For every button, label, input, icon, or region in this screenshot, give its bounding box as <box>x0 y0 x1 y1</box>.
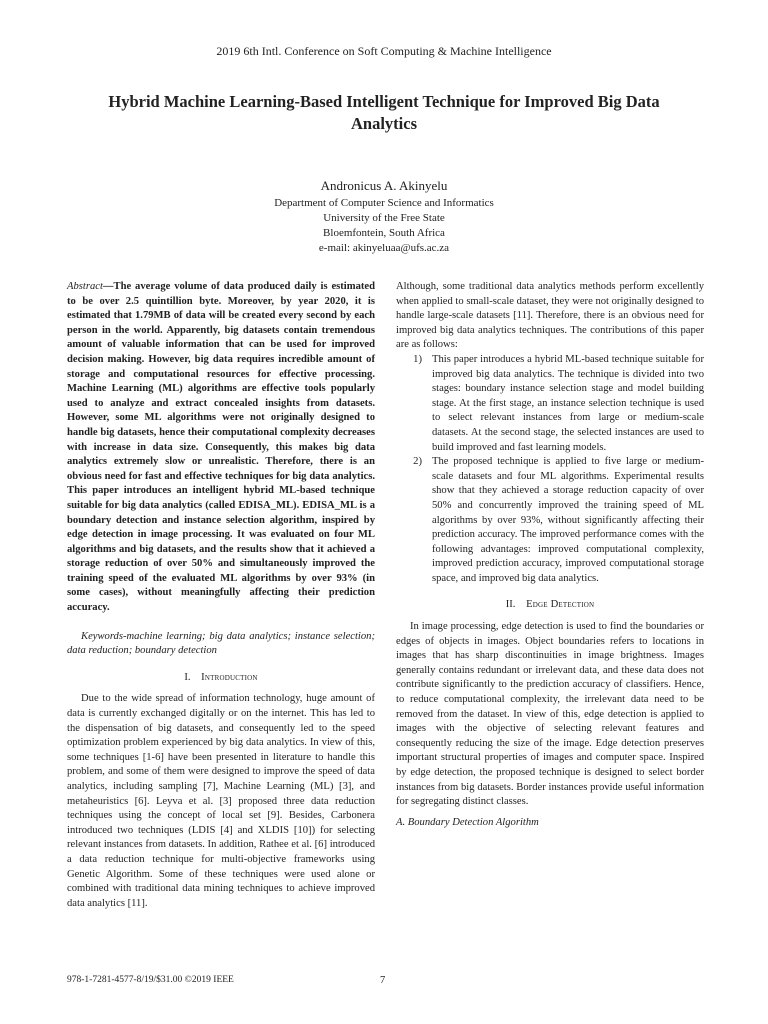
right-column <box>396 280 704 830</box>
conference-header: 2019 6th Intl. Conference on Soft Computing & Machine Intelligence <box>216 44 552 58</box>
abstract-label: Abstract <box>67 281 103 292</box>
author-name: Andronicus A. Akinyelu <box>320 178 448 193</box>
edge-detection-paragraph: In image processing, edge detection is used to find the boundaries or edges of objects in images. Object boundaries refers to locations in images that has sharp discontinuities in image brightness. Images generally contains redundant or irrelevant data, and these data does not contribute significantly to the prediction accuracy of classifiers. Hence, to reduce computational complexity, the irrelevant data need to be removed from the dataset. In view of this, edge detection is applied to images with the objective of selecting relevant features and consequently reducing the size of the image. Edge detection preserves important structural properties of images and computer space. Inspired by edge detection, the proposed technique is designed to select border instances from big datasets. Border instances provide useful information for segregating distinct classes. <box>396 621 704 808</box>
keywords: Keywords-machine learning; big data analytics; instance selection; data reduction; boundary detection <box>67 630 375 657</box>
page-number: 7 <box>380 975 386 986</box>
affiliation-university: University of the Free State <box>323 212 445 224</box>
affiliation-email[interactable]: e-mail: akinyeluaa@ufs.ac.za <box>318 242 450 254</box>
abstract-text: —The average volume of data produced daily is estimated to be over 2.5 quintillion byte. Moreover, by year 2020, it is estimated that 1.79MB of data will be created every second by each person in the world. Apparently, big datasets contain tremendous amount of valuable information that can be used for improved decision making. However, big data requires incredible amount of storage and computational resources for effective processing. Machine Learning (ML) algorithms are effective tools popularly used to analyze and extract concealed insights from datasets. However, some ML algorithms were not originally designed to handle big datasets, hence their computational complexity decreases with increase in data size. Consequently, this makes big data analytics extremely slow or unrealistic. Therefore, there is an obvious need for fast and effective techniques for big data analytics. This paper introduces an intelligent hybrid ML-based technique suitable for big data analytics (called EDISA_ML). EDISA_ML is a boundary detection and instance selection algorithm, inspired by edge detection in image processing. It was evaluated on four ML algorithms and big datasets, and the results show that it achieved a storage reduction of over 50% and simultaneously improved the training speed of the evaluated ML algorithms by over 93% (in some cases), without meaningfully affecting their prediction accuracy. <box>67 281 375 614</box>
section-number: II. <box>505 599 516 611</box>
section-title: Edge Detection <box>526 599 595 611</box>
list-item-text: This paper introduces a hybrid ML-based technique suitable for improved big data analytics. The technique is divided into two stages: boundary instance selection stage and model building stage. At the first stage, an instance selection technique is used to select relevant instances from large or medium-scale datasets. At the second stage, the selected instances are used to build improved and fast learning models. <box>432 353 704 453</box>
left-column <box>67 280 375 911</box>
list-item-text: The proposed technique is applied to five large or medium-scale datasets and four ML algorithms. Experimental results show that they achieved a storage reduction capacity of over 50% and concurrently improved the training speed of ML algorithms by over 93%, without significantly affecting their prediction accuracy. The improved performance comes with the following advantages: improved computational complexity, improved prediction accuracy, improved computational storage space, and improved big data analytics. <box>432 456 704 584</box>
list-item-number: 1) <box>413 353 422 365</box>
footer-isbn: 978-1-7281-4577-8/19/$31.00 ©2019 IEEE <box>67 975 234 985</box>
section-number: I. <box>184 671 191 683</box>
introduction-continued-paragraph: Although, some traditional data analytics methods perform excellently when applied to small-scale dataset, they were not originally designed to handle large-scale datasets [11]. Therefore, there is an obvious need for improved big data analytics techniques. The contributions of this paper are as follows: <box>396 281 705 351</box>
author-affiliation <box>0 196 768 256</box>
section-title: Introduction <box>201 671 258 683</box>
affiliation-location: Bloemfontein, South Africa <box>323 227 445 239</box>
affiliation-department: Department of Computer Science and Informatics <box>274 197 494 209</box>
introduction-paragraph: Due to the wide spread of information technology, huge amount of data is currently exchanged digitally or on the internet. This has led to the dispensation of big datasets, and consequently led to the speed optimization problem experienced by big data analytics. In view of this, some techniques [1-6] have been presented in literature to handle this problem, and some of them were designed to improve the speed of data analytics, including sampling [7], Machine Learning (ML) [3], and metaheuristics [6]. Leyva et al. [3] proposed three data reduction techniques using the concept of local set [9]. Besides, Carbonera introduced two techniques (LDIS [4] and XLDIS [10]) for selecting relevant instances from datasets. In addition, Rathee et al. [6] introduced a data reduction technique for multi-objective frameworks using Genetic Algorithm. Some of these techniques were used alone or combined with traditional data mining techniques to achieve improved data analytics [11]. <box>67 693 375 909</box>
list-item <box>396 455 704 586</box>
abstract <box>67 280 375 616</box>
paper-title: Hybrid Machine Learning-Based Intelligent Technique for Improved Big Data Analytics <box>108 92 660 133</box>
section-heading-edge-detection <box>396 598 704 613</box>
subsection-heading: A. Boundary Detection Algorithm <box>396 816 539 828</box>
list-item-number: 2) <box>413 456 422 468</box>
section-heading-introduction <box>67 671 375 686</box>
contributions-list <box>396 353 704 587</box>
list-item <box>396 353 704 455</box>
